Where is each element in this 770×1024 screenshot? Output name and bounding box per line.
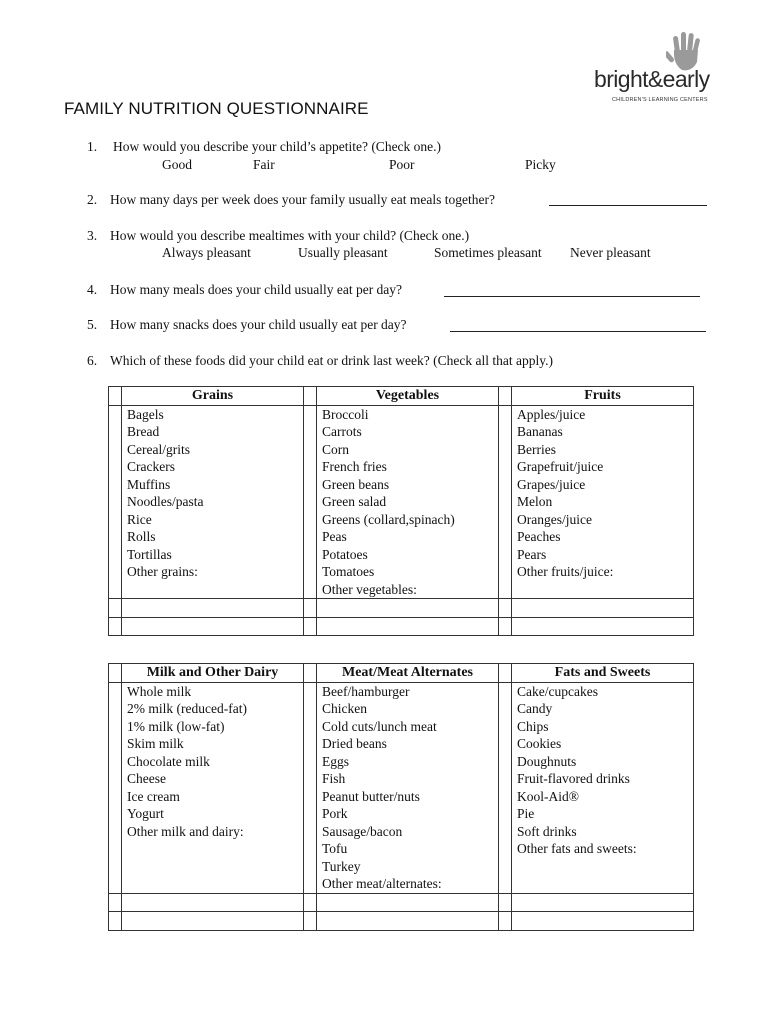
food-item: Melon <box>512 493 694 511</box>
food-item: Tomatoes <box>317 563 499 581</box>
food-item <box>317 893 499 912</box>
checkbox-cell[interactable] <box>499 458 512 476</box>
table-row <box>109 617 694 636</box>
food-item: Greens (collard,spinach) <box>317 511 499 529</box>
checkbox-cell[interactable] <box>499 476 512 494</box>
question-number: 5. <box>87 317 98 332</box>
checkbox-cell[interactable] <box>499 893 512 912</box>
checkbox-cell[interactable] <box>304 441 317 459</box>
table-row <box>109 840 694 858</box>
food-item <box>122 893 304 912</box>
food-item: Corn <box>317 441 499 459</box>
checkbox-cell <box>304 664 317 683</box>
food-item: Fruit-flavored drinks <box>512 770 694 788</box>
option-sometimes-pleasant[interactable]: Sometimes pleasant <box>434 245 542 260</box>
food-item: 2% milk (reduced-fat) <box>122 700 304 718</box>
checkbox-cell[interactable] <box>304 753 317 771</box>
food-item: Tofu <box>317 840 499 858</box>
food-item: 1% milk (low-fat) <box>122 718 304 736</box>
food-item: Chicken <box>317 700 499 718</box>
table-header-row <box>109 387 694 406</box>
table-row <box>109 476 694 494</box>
question-number: 6. <box>87 353 98 368</box>
food-item: Grapes/juice <box>512 476 694 494</box>
food-item: Other milk and dairy: <box>122 823 304 841</box>
checkbox-cell <box>109 387 122 406</box>
logo-tagline: CHILDREN'S LEARNING CENTERS <box>612 97 708 103</box>
food-item: Other meat/alternates: <box>317 875 499 893</box>
table-row <box>109 735 694 753</box>
food-item: Carrots <box>317 423 499 441</box>
checkbox-cell[interactable] <box>304 493 317 511</box>
food-item: Berries <box>512 441 694 459</box>
question-text: How would you describe your child’s appetite? (Check one.) <box>113 139 442 154</box>
food-item: Pie <box>512 805 694 823</box>
food-item <box>122 840 304 858</box>
checkbox-cell[interactable] <box>304 840 317 858</box>
food-item: Bananas <box>512 423 694 441</box>
checkbox-cell[interactable] <box>304 700 317 718</box>
table-row <box>109 718 694 736</box>
table-row <box>109 875 694 893</box>
food-checklist-table-2 <box>108 663 694 931</box>
food-item <box>512 617 694 636</box>
question-text: How many days per week does your family usually eat meals together? <box>110 192 496 207</box>
table-row <box>109 753 694 771</box>
table-row <box>109 682 694 700</box>
column-header: Fruits <box>512 387 694 406</box>
food-item: Rice <box>122 511 304 529</box>
checkbox-cell[interactable] <box>304 423 317 441</box>
checkbox-cell[interactable] <box>499 788 512 806</box>
checkbox-cell[interactable] <box>109 405 122 423</box>
food-item: Bagels <box>122 405 304 423</box>
option-never-pleasant[interactable]: Never pleasant <box>570 245 651 260</box>
checkbox-cell[interactable] <box>109 441 122 459</box>
question-text: Which of these foods did your child eat or drink last week? (Check all that apply.) <box>110 353 553 368</box>
checkbox-cell[interactable] <box>109 718 122 736</box>
checkbox-cell[interactable] <box>499 682 512 700</box>
food-item: Cereal/grits <box>122 441 304 459</box>
checkbox-cell[interactable] <box>109 581 122 599</box>
food-item: Pork <box>317 805 499 823</box>
checkbox-cell[interactable] <box>109 805 122 823</box>
checkbox-cell <box>499 664 512 683</box>
option-fair[interactable]: Fair <box>253 157 275 172</box>
checkbox-cell[interactable] <box>304 788 317 806</box>
column-header: Milk and Other Dairy <box>122 664 304 683</box>
food-item: Crackers <box>122 458 304 476</box>
checkbox-cell[interactable] <box>109 823 122 841</box>
table-header-row <box>109 664 694 683</box>
checkbox-cell[interactable] <box>499 581 512 599</box>
food-item <box>512 875 694 893</box>
checkbox-cell[interactable] <box>499 599 512 618</box>
option-picky[interactable]: Picky <box>525 157 556 172</box>
food-item: Peas <box>317 528 499 546</box>
food-item: Whole milk <box>122 682 304 700</box>
checkbox-cell[interactable] <box>304 617 317 636</box>
checkbox-cell <box>304 387 317 406</box>
food-item <box>317 912 499 931</box>
checkbox-cell[interactable] <box>109 753 122 771</box>
checkbox-cell[interactable] <box>499 405 512 423</box>
checkbox-cell[interactable] <box>304 682 317 700</box>
table-row <box>109 858 694 876</box>
checkbox-cell[interactable] <box>109 599 122 618</box>
food-item: Rolls <box>122 528 304 546</box>
table-row <box>109 912 694 931</box>
column-header: Vegetables <box>317 387 499 406</box>
checkbox-cell[interactable] <box>109 458 122 476</box>
checkbox-cell[interactable] <box>109 770 122 788</box>
checkbox-cell[interactable] <box>109 840 122 858</box>
table-row <box>109 805 694 823</box>
checkbox-cell[interactable] <box>499 858 512 876</box>
question-text: How many snacks does your child usually eat per day? <box>110 317 407 332</box>
food-item: Yogurt <box>122 805 304 823</box>
checkbox-cell[interactable] <box>304 718 317 736</box>
checkbox-cell[interactable] <box>109 476 122 494</box>
checkbox-cell[interactable] <box>499 735 512 753</box>
food-item: Other vegetables: <box>317 581 499 599</box>
food-item <box>512 599 694 618</box>
food-item: Bread <box>122 423 304 441</box>
table-row <box>109 423 694 441</box>
food-item: Cheese <box>122 770 304 788</box>
food-item: Fish <box>317 770 499 788</box>
checkbox-cell[interactable] <box>304 458 317 476</box>
column-header: Meat/Meat Alternates <box>317 664 499 683</box>
food-item: Skim milk <box>122 735 304 753</box>
table-row <box>109 700 694 718</box>
checkbox-cell[interactable] <box>304 823 317 841</box>
checkbox-cell[interactable] <box>109 788 122 806</box>
question-number: 2. <box>87 192 98 207</box>
checkbox-cell[interactable] <box>109 912 122 931</box>
food-item: Potatoes <box>317 546 499 564</box>
checkbox-cell[interactable] <box>499 528 512 546</box>
option-usually-pleasant[interactable]: Usually pleasant <box>298 245 388 260</box>
checkbox-cell[interactable] <box>304 528 317 546</box>
question-number: 4. <box>87 282 98 297</box>
checkbox-cell[interactable] <box>304 858 317 876</box>
food-item: Beef/hamburger <box>317 682 499 700</box>
checkbox-cell[interactable] <box>499 563 512 581</box>
checkbox-cell[interactable] <box>109 511 122 529</box>
checkbox-cell[interactable] <box>109 700 122 718</box>
checkbox-cell[interactable] <box>499 441 512 459</box>
checkbox-cell[interactable] <box>109 423 122 441</box>
logo-wordmark: bright&early <box>594 66 710 92</box>
checkbox-cell[interactable] <box>304 893 317 912</box>
table-row <box>109 441 694 459</box>
food-checklist-table-1 <box>108 386 694 636</box>
food-item: Green salad <box>317 493 499 511</box>
table-row <box>109 770 694 788</box>
checkbox-cell[interactable] <box>499 493 512 511</box>
food-item: Pears <box>512 546 694 564</box>
food-item <box>512 858 694 876</box>
checkbox-cell[interactable] <box>109 875 122 893</box>
table-row <box>109 581 694 599</box>
checkbox-cell[interactable] <box>499 823 512 841</box>
checkbox-cell[interactable] <box>304 563 317 581</box>
option-poor[interactable]: Poor <box>389 157 415 172</box>
food-item <box>122 599 304 618</box>
question-number: 1. <box>87 139 98 154</box>
question-text: How many meals does your child usually eat per day? <box>110 282 403 297</box>
food-item: Kool-Aid® <box>512 788 694 806</box>
column-header: Fats and Sweets <box>512 664 694 683</box>
checkbox-cell[interactable] <box>109 546 122 564</box>
checkbox-cell[interactable] <box>304 735 317 753</box>
food-item <box>512 581 694 599</box>
food-item: Other grains: <box>122 563 304 581</box>
table-row <box>109 563 694 581</box>
table-row <box>109 823 694 841</box>
checkbox-cell <box>499 387 512 406</box>
answer-blank-2[interactable] <box>549 205 707 206</box>
checkbox-cell[interactable] <box>499 617 512 636</box>
food-item: Peaches <box>512 528 694 546</box>
checkbox-cell[interactable] <box>499 423 512 441</box>
checkbox-cell[interactable] <box>499 700 512 718</box>
food-item <box>512 893 694 912</box>
food-item: Chocolate milk <box>122 753 304 771</box>
checkbox-cell[interactable] <box>499 546 512 564</box>
food-item: Other fats and sweets: <box>512 840 694 858</box>
food-item: Noodles/pasta <box>122 493 304 511</box>
food-item: French fries <box>317 458 499 476</box>
table-row <box>109 458 694 476</box>
food-item: Dried beans <box>317 735 499 753</box>
table-row <box>109 893 694 912</box>
question-text: How would you describe mealtimes with your child? (Check one.) <box>110 228 470 243</box>
food-item: Chips <box>512 718 694 736</box>
food-item <box>122 581 304 599</box>
checkbox-cell[interactable] <box>304 805 317 823</box>
checkbox-cell[interactable] <box>304 875 317 893</box>
question-number: 3. <box>87 228 98 243</box>
food-item: Doughnuts <box>512 753 694 771</box>
checkbox-cell[interactable] <box>304 912 317 931</box>
table-row <box>109 528 694 546</box>
food-item <box>122 875 304 893</box>
checkbox-cell[interactable] <box>304 546 317 564</box>
checkbox-cell[interactable] <box>499 912 512 931</box>
checkbox-cell[interactable] <box>304 405 317 423</box>
checkbox-cell <box>109 664 122 683</box>
food-item: Peanut butter/nuts <box>317 788 499 806</box>
table-row <box>109 511 694 529</box>
checkbox-cell[interactable] <box>499 875 512 893</box>
food-item <box>317 599 499 618</box>
checkbox-cell[interactable] <box>499 840 512 858</box>
checkbox-cell[interactable] <box>109 563 122 581</box>
table-row <box>109 405 694 423</box>
checkbox-cell[interactable] <box>109 617 122 636</box>
checkbox-cell[interactable] <box>109 893 122 912</box>
food-item: Cake/cupcakes <box>512 682 694 700</box>
table-row <box>109 546 694 564</box>
bright-early-logo <box>594 30 712 108</box>
food-item: Cold cuts/lunch meat <box>317 718 499 736</box>
checkbox-cell[interactable] <box>109 735 122 753</box>
food-item: Other fruits/juice: <box>512 563 694 581</box>
food-item: Ice cream <box>122 788 304 806</box>
answer-blank-4[interactable] <box>444 296 700 297</box>
food-item: Eggs <box>317 753 499 771</box>
food-item: Turkey <box>317 858 499 876</box>
food-item: Broccoli <box>317 405 499 423</box>
checkbox-cell[interactable] <box>109 682 122 700</box>
option-good[interactable]: Good <box>162 157 192 172</box>
checkbox-cell[interactable] <box>499 805 512 823</box>
checkbox-cell[interactable] <box>109 858 122 876</box>
food-item <box>122 912 304 931</box>
column-header: Grains <box>122 387 304 406</box>
checkbox-cell[interactable] <box>304 581 317 599</box>
checkbox-cell[interactable] <box>304 476 317 494</box>
table-row <box>109 599 694 618</box>
checkbox-cell[interactable] <box>109 528 122 546</box>
page-title: FAMILY NUTRITION QUESTIONNAIRE <box>64 99 369 118</box>
food-item: Oranges/juice <box>512 511 694 529</box>
checkbox-cell[interactable] <box>304 511 317 529</box>
checkbox-cell[interactable] <box>499 511 512 529</box>
food-item: Grapefruit/juice <box>512 458 694 476</box>
table-row <box>109 493 694 511</box>
food-item: Tortillas <box>122 546 304 564</box>
checkbox-cell[interactable] <box>499 770 512 788</box>
checkbox-cell[interactable] <box>109 493 122 511</box>
checkbox-cell[interactable] <box>304 770 317 788</box>
food-item: Cookies <box>512 735 694 753</box>
food-item <box>122 858 304 876</box>
food-item: Green beans <box>317 476 499 494</box>
checkbox-cell[interactable] <box>499 718 512 736</box>
food-item <box>317 617 499 636</box>
option-always-pleasant[interactable]: Always pleasant <box>162 245 251 260</box>
table-row <box>109 788 694 806</box>
food-item: Apples/juice <box>512 405 694 423</box>
food-item <box>512 912 694 931</box>
food-item: Muffins <box>122 476 304 494</box>
checkbox-cell[interactable] <box>304 599 317 618</box>
checkbox-cell[interactable] <box>499 753 512 771</box>
food-item: Soft drinks <box>512 823 694 841</box>
food-item: Candy <box>512 700 694 718</box>
food-item: Sausage/bacon <box>317 823 499 841</box>
answer-blank-5[interactable] <box>450 331 706 332</box>
food-item <box>122 617 304 636</box>
